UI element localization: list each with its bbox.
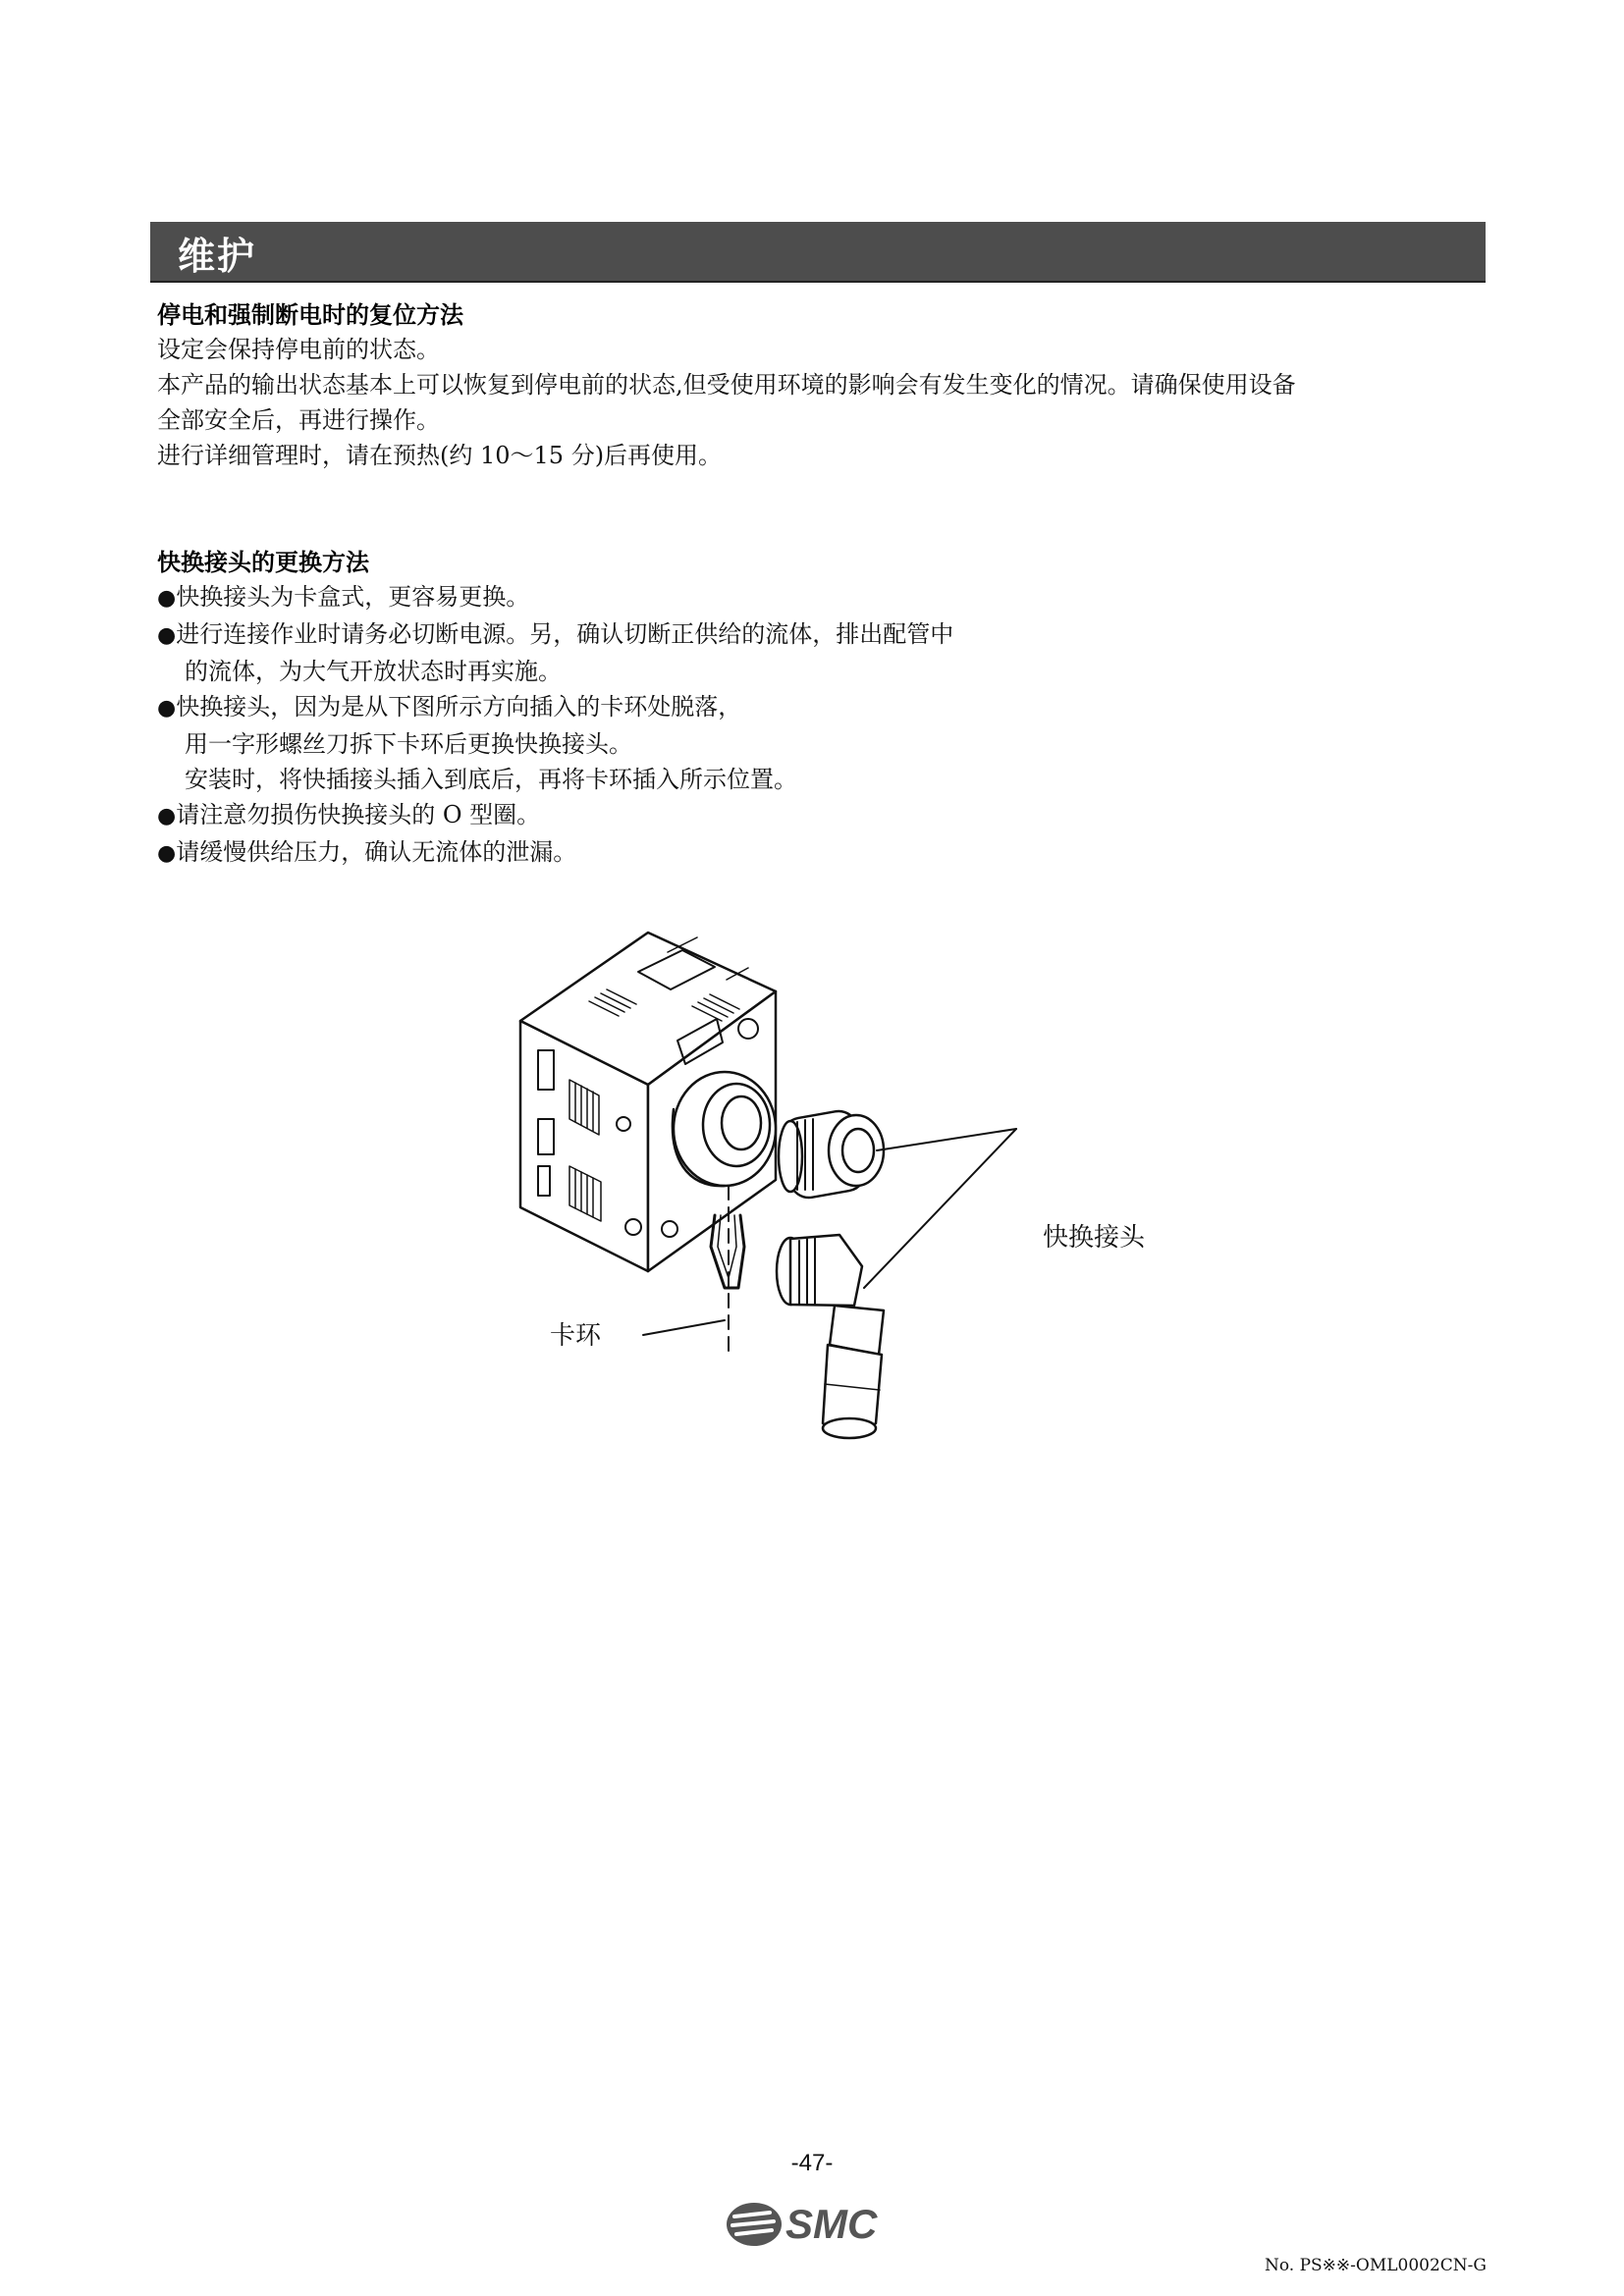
- switch-body: [520, 933, 776, 1271]
- list-item-text: 进行连接作业时请务必切断电源。另，确认切断正供给的流体，排出配管中: [176, 620, 954, 648]
- section-title: 维护: [178, 235, 257, 278]
- section1-heading: 停电和强制断电时的复位方法: [157, 301, 463, 329]
- bullet-icon: ●: [157, 804, 177, 828]
- straight-fitting: [779, 1108, 884, 1201]
- list-item-text: 快换接头为卡盒式，更容易更换。: [176, 583, 530, 611]
- smc-logo: [725, 2195, 911, 2254]
- list-item-continuation: 的流体，为大气开放状态时再实施。: [185, 658, 562, 685]
- smc-logo-icon: [725, 2195, 911, 2254]
- section2-heading: 快换接头的更换方法: [157, 549, 369, 576]
- section1-line: 设定会保持停电前的状态。: [157, 336, 440, 363]
- section1-line: 本产品的输出状态基本上可以恢复到停电前的状态,但受使用环境的影响会有发生变化的情况。请确保使用设备: [157, 371, 1296, 399]
- section1-line: 进行详细管理时，请在预热(约 10～15 分)后再使用。: [157, 442, 723, 469]
- list-item: [157, 797, 953, 834]
- section-fitting-replacement: [157, 546, 953, 872]
- list-item: [157, 689, 953, 726]
- document-number: No. PS※※-OML0002CN-G: [1264, 2256, 1487, 2275]
- list-item-text: 请缓慢供给压力，确认无流体的泄漏。: [176, 838, 577, 866]
- elbow-fitting: [777, 1235, 884, 1438]
- list-item: [157, 834, 953, 872]
- section-banner: [150, 222, 1486, 283]
- list-item-continuation: 用一字形螺丝刀拆下卡环后更换快换接头。: [185, 730, 632, 758]
- logo-text: SMC: [785, 2201, 878, 2247]
- list-item: [157, 579, 953, 616]
- section-reset-method: [157, 298, 1296, 473]
- fitting-label: 快换接头: [1043, 1223, 1146, 1253]
- section1-line: 全部安全后，再进行操作。: [157, 406, 440, 434]
- list-item: [157, 616, 953, 654]
- fitting-replacement-figure: [491, 923, 1237, 1512]
- bullet-icon: ●: [157, 586, 177, 611]
- list-item-text: 请注意勿损伤快换接头的 O 型圈。: [176, 801, 541, 828]
- bullet-icon: ●: [157, 841, 177, 866]
- page-number: -47-: [790, 2150, 834, 2176]
- list-item-continuation: 安装时，将快插接头插入到底后，再将卡环插入所示位置。: [185, 766, 797, 793]
- clip-label: 卡环: [550, 1321, 602, 1351]
- list-item-text: 快换接头，因为是从下图所示方向插入的卡环处脱落，: [176, 693, 742, 721]
- bullet-icon: ●: [157, 623, 177, 648]
- bullet-icon: ●: [157, 696, 177, 721]
